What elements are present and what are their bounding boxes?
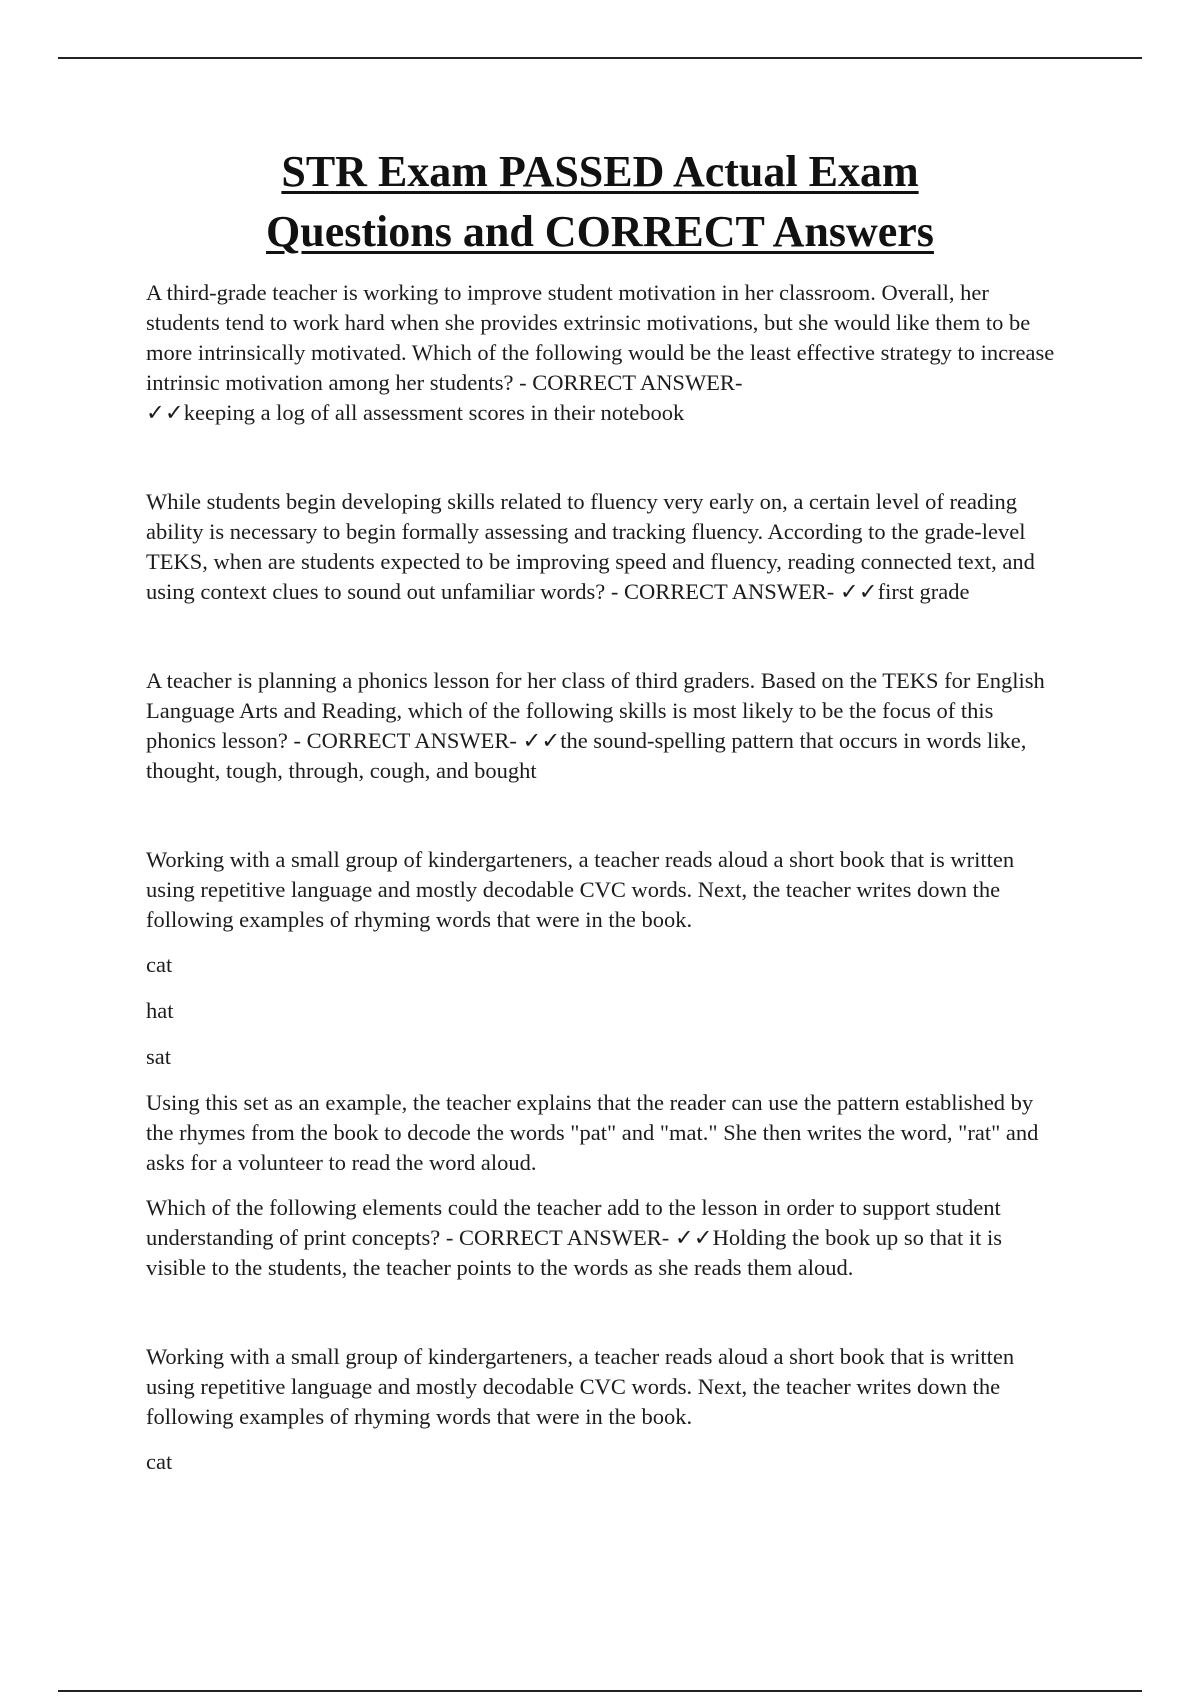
rhyme-word: sat	[146, 1044, 171, 1069]
answer-text: Holding the book up so that it is visible to the students, the teacher points to the words as she reads them aloud.	[146, 1225, 1002, 1280]
footer-rule	[58, 1690, 1142, 1692]
scenario-context: Using this set as an example, the teacher explains that the reader can use the pattern established by the rhymes from the book to decode the words "pat" and "mat." She then writes the word, "rat" and asks for a volunteer to read the word aloud.	[146, 1090, 1039, 1175]
document-body	[146, 278, 1066, 1493]
header-rule	[58, 57, 1142, 59]
scenario-intro: Working with a small group of kindergarteners, a teacher reads aloud a short book that is written using repetitive language and mostly decodable CVC words. Next, the teacher writes down the following examples of rhyming words that were in the book.	[146, 1344, 1015, 1429]
question-block-1	[146, 278, 1066, 428]
checkmark-icon: ✓✓	[522, 728, 561, 753]
correct-answer-label: - CORRECT ANSWER-	[293, 728, 517, 753]
question-block-3	[146, 666, 1066, 786]
correct-answer-label: - CORRECT ANSWER-	[610, 579, 835, 604]
question-block-2	[146, 487, 1066, 607]
question-text: Which of the following elements could the teacher add to the lesson in order to support student understanding of print concepts?	[146, 1195, 1001, 1250]
checkmark-icon: ✓✓	[146, 400, 184, 425]
question-text: A teacher is planning a phonics lesson for her class of third graders. Based on the TEKS for English Language Arts and Reading, which of the following skills is most likely to be the focus of this phonics lesson?	[146, 668, 1045, 753]
checkmark-icon: ✓✓	[674, 1225, 713, 1250]
question-text: A third-grade teacher is working to improve student motivation in her classroom. Overall, her students tend to work hard when she provides extrinsic motivations, but she would like them to be more intrinsically motivated. Which of the following would be the least effective strategy to increase intrinsic motivation among her students?	[146, 280, 1055, 395]
rhyme-word: cat	[146, 952, 173, 977]
answer-text: the sound-spelling pattern that occurs in words like, thought, tough, through, cough, and bought	[146, 728, 1027, 783]
rhyme-word: hat	[146, 998, 174, 1023]
question-text: While students begin developing skills related to fluency very early on, a certain level of reading ability is necessary to begin formally assessing and tracking fluency. According to the grade-level TEKS, when are students expected to be improving speed and fluency, reading connected text, and using context clues to sound out unfamiliar words?	[146, 489, 1035, 604]
question-block-4	[146, 845, 1066, 1283]
correct-answer-label: - CORRECT ANSWER-	[445, 1225, 670, 1250]
question-paragraph	[146, 1193, 1066, 1283]
checkmark-icon: ✓✓	[839, 579, 878, 604]
document-title	[100, 142, 1100, 262]
question-block-5	[146, 1342, 1066, 1477]
answer-text: first grade	[877, 579, 970, 604]
correct-answer-label: - CORRECT ANSWER-	[519, 370, 743, 395]
scenario-intro: Working with a small group of kindergarteners, a teacher reads aloud a short book that is written using repetitive language and mostly decodable CVC words. Next, the teacher writes down the following examples of rhyming words that were in the book.	[146, 847, 1015, 932]
answer-text: keeping a log of all assessment scores in their notebook	[183, 400, 685, 425]
rhyme-word: cat	[146, 1449, 173, 1474]
title-line-2: Questions and CORRECT Answers	[266, 207, 934, 256]
title-line-1: STR Exam PASSED Actual Exam	[281, 147, 919, 196]
